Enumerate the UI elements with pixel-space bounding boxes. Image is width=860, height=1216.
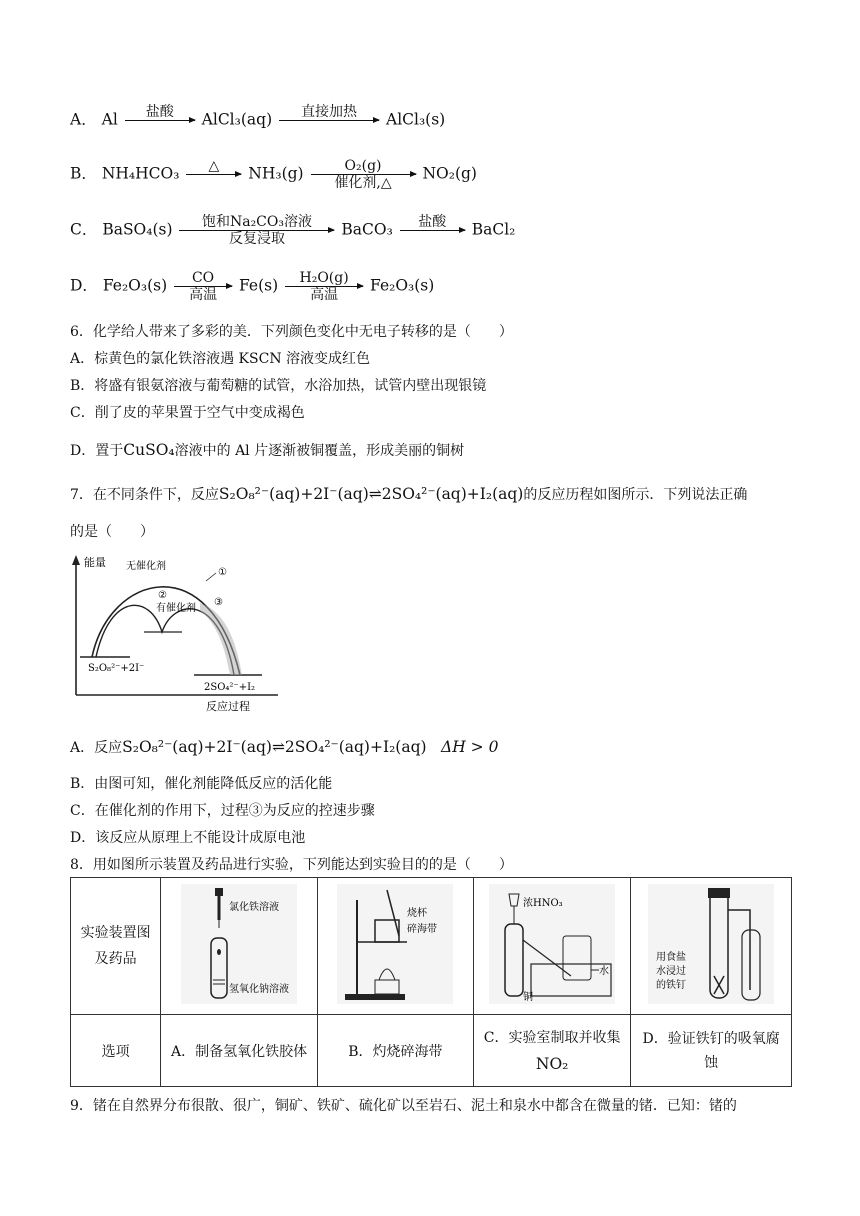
row-header-apparatus: 实验装置图及药品 bbox=[71, 878, 161, 1015]
experiment-table bbox=[70, 877, 792, 1087]
arrow-condition-bottom: 催化剂,△ bbox=[334, 175, 392, 191]
cell-image-c bbox=[474, 878, 631, 1015]
product: BaCO₃ bbox=[341, 220, 393, 239]
mark-3: ③ bbox=[214, 597, 223, 608]
label-hno3: 浓HNO₃ bbox=[523, 898, 563, 909]
q5-option-c bbox=[70, 214, 515, 247]
reaction-arrow bbox=[400, 214, 465, 247]
q5-option-b bbox=[70, 158, 477, 191]
reactant: BaSO₄(s) bbox=[102, 220, 173, 239]
energy-profile-diagram bbox=[70, 553, 290, 713]
product: AlCl₃(aq) bbox=[201, 110, 273, 129]
row-header-option: 选项 bbox=[71, 1015, 161, 1087]
reaction-arrow bbox=[179, 214, 334, 247]
reaction-arrow bbox=[186, 158, 241, 191]
q5-option-a bbox=[70, 104, 445, 137]
arrow-condition-top: 盐酸 bbox=[145, 104, 174, 120]
option-a-text: A．制备氢氧化铁胶体 bbox=[161, 1015, 317, 1087]
label-salt-2: 水浸过 bbox=[656, 966, 687, 977]
q7-option-d: D．该反应从原理上不能设计成原电池 bbox=[70, 830, 306, 846]
cell-image-a bbox=[161, 878, 317, 1015]
option-label: D． bbox=[70, 276, 98, 295]
reactant: Al bbox=[101, 110, 118, 129]
product: Fe(s) bbox=[239, 276, 279, 295]
option-text: 溶液中的 Al 片逐渐被铜覆盖，形成美丽的铜树 bbox=[174, 443, 465, 459]
q7-option-b: B．由图可知，催化剂能降低反应的活化能 bbox=[70, 776, 333, 792]
option-d-text: D．验证铁钉的吸氧腐蚀 bbox=[631, 1015, 792, 1087]
product: BaCl₂ bbox=[471, 220, 516, 239]
q6-option-c: C．削了皮的苹果置于空气中变成褐色 bbox=[70, 405, 305, 421]
label-fecl3: 氯化铁溶液 bbox=[229, 902, 280, 913]
apparatus-b-image bbox=[335, 880, 455, 1008]
product: NH₃(g) bbox=[248, 164, 304, 183]
enthalpy-change: ΔH > 0 bbox=[441, 738, 499, 756]
option-c-line1: C．实验室制取并收集 bbox=[483, 1029, 621, 1046]
product: NO₂(g) bbox=[422, 164, 477, 183]
products-label: 2SO₄²⁻+I₂ bbox=[204, 682, 256, 693]
reactant: Fe₂O₃(s) bbox=[102, 276, 168, 295]
label-beaker: 烧杯 bbox=[407, 908, 428, 919]
product: Fe₂O₃(s) bbox=[370, 276, 435, 295]
reactant: NH₄HCO₃ bbox=[101, 164, 180, 183]
apparatus-c-image bbox=[487, 880, 617, 1008]
reaction-arrow bbox=[174, 270, 232, 303]
option-text: A．反应 bbox=[70, 740, 123, 756]
cell-image-b bbox=[317, 878, 473, 1015]
reaction-arrow bbox=[125, 104, 195, 137]
arrow-condition-top: O₂(g) bbox=[344, 158, 382, 174]
label-copper: 铜 bbox=[523, 992, 534, 1003]
y-axis-label: 能量 bbox=[84, 556, 106, 569]
stem-text: 的反应历程如图所示．下列说法正确 bbox=[523, 487, 748, 503]
option-text: D．置于 bbox=[70, 443, 124, 459]
q6-option-a: A．棕黄色的氯化铁溶液遇 KSCN 溶液变成红色 bbox=[70, 351, 371, 367]
curve-label-uncatalyzed: 无催化剂 bbox=[126, 561, 166, 572]
reaction-arrow bbox=[285, 270, 363, 303]
shaded-region bbox=[200, 603, 242, 675]
option-label: B． bbox=[70, 164, 97, 183]
arrow-condition-top: H₂O(g) bbox=[299, 270, 349, 286]
label-water: 水 bbox=[599, 966, 610, 977]
arrow-condition-bottom: 高温 bbox=[310, 287, 339, 303]
mark-2: ② bbox=[158, 590, 167, 601]
reaction-arrow bbox=[279, 104, 379, 137]
option-c-line2: NO₂ bbox=[535, 1054, 569, 1073]
q6-stem: 6．化学给人带来了多彩的美．下列颜色变化中无电子转移的是（ ） bbox=[70, 324, 513, 340]
reaction-equation: S₂O₈²⁻(aq)+2I⁻(aq)⇌2SO₄²⁻(aq)+I₂(aq) bbox=[122, 738, 427, 756]
label-salt-3: 的铁钉 bbox=[656, 980, 687, 991]
q7-option-a bbox=[70, 737, 498, 758]
option-label: A． bbox=[70, 110, 97, 129]
product: AlCl₃(s) bbox=[386, 110, 446, 129]
cell-image-d bbox=[631, 878, 792, 1015]
q6-option-b: B．将盛有银氨溶液与葡萄糖的试管，水浴加热，试管内壁出现银镜 bbox=[70, 378, 487, 394]
curve-label-catalyzed: 有催化剂 bbox=[156, 603, 196, 614]
arrow-condition-bottom: 高温 bbox=[189, 287, 218, 303]
label-seaweed: 碎海带 bbox=[407, 924, 438, 935]
arrow-condition-bottom: 反复浸取 bbox=[228, 231, 285, 247]
stem-text: 7．在不同条件下，反应 bbox=[70, 487, 219, 503]
label-naoh: 氢氧化钠溶液 bbox=[229, 984, 290, 995]
reaction-arrow bbox=[311, 158, 416, 191]
option-b-text: B．灼烧碎海带 bbox=[317, 1015, 473, 1087]
option-c-text bbox=[474, 1015, 631, 1087]
apparatus-d-image bbox=[646, 880, 776, 1008]
label-salt-1: 用食盐 bbox=[656, 952, 687, 963]
option-label: C． bbox=[70, 220, 98, 239]
q6-option-d bbox=[70, 440, 464, 461]
formula: CuSO₄ bbox=[123, 441, 175, 459]
q5-option-d bbox=[70, 270, 434, 303]
arrow-condition-top: 盐酸 bbox=[418, 214, 447, 230]
arrow-condition-top: CO bbox=[191, 270, 215, 286]
arrow-condition-top: △ bbox=[208, 158, 220, 174]
q8-stem: 8．用如图所示装置及药品进行实验，下列能达到实验目的的是（ ） bbox=[70, 857, 513, 873]
q7-stem-cont: 的是（ ） bbox=[70, 524, 154, 540]
x-axis-label: 反应过程 bbox=[206, 700, 250, 713]
y-axis-arrow-icon bbox=[72, 555, 80, 565]
arrow-condition-top: 饱和Na₂CO₃溶液 bbox=[201, 214, 312, 230]
q9-stem: 9．锗在自然界分布很散、很广，铜矿、铁矿、硫化矿以至岩石、泥土和泉水中都含在微量的锗．已知：锗的 bbox=[70, 1098, 737, 1114]
apparatus-a-image bbox=[179, 880, 299, 1008]
mark-1: ① bbox=[218, 567, 227, 578]
reactants-label: S₂O₈²⁻+2I⁻ bbox=[88, 663, 145, 674]
arrow-condition-top: 直接加热 bbox=[301, 104, 358, 120]
reaction-equation: S₂O₈²⁻(aq)+2I⁻(aq)⇌2SO₄²⁻(aq)+I₂(aq) bbox=[218, 485, 524, 503]
q7-option-c: C．在催化剂的作用下，过程③为反应的控速步骤 bbox=[70, 803, 375, 819]
q7-stem bbox=[70, 484, 747, 505]
